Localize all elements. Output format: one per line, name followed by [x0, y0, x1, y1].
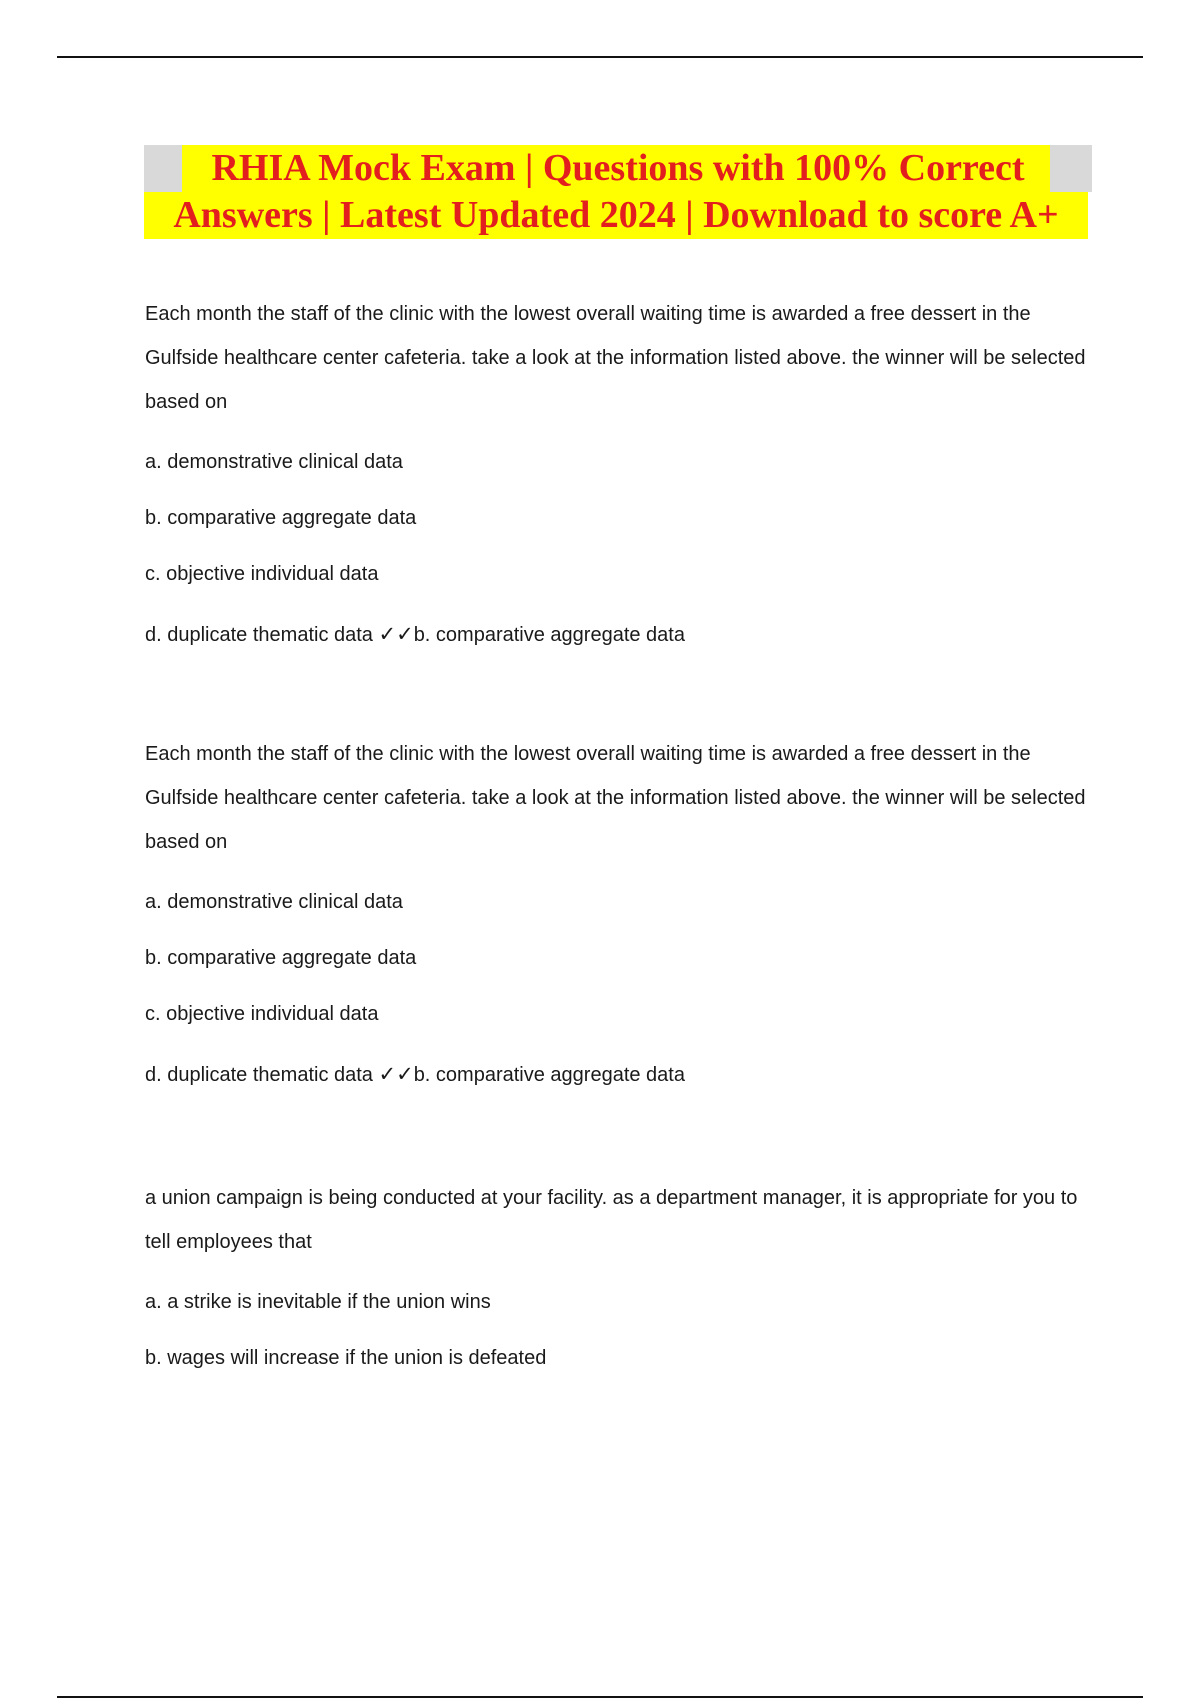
option-b: b. wages will increase if the union is defeated: [145, 1347, 547, 1369]
bottom-rule: [57, 1696, 1143, 1698]
option-d: d. duplicate thematic data: [145, 1064, 373, 1086]
question-1: [145, 292, 1095, 657]
option-a: a. demonstrative clinical data: [145, 891, 403, 913]
option-d: d. duplicate thematic data: [145, 624, 373, 646]
questions-list: [145, 292, 1095, 1380]
option-b: b. comparative aggregate data: [145, 507, 417, 529]
title-line-1: RHIA Mock Exam | Questions with 100% Correct: [144, 145, 1092, 192]
question-text: Each month the staff of the clinic with the lowest overall waiting time is awarded a free dessert in the Gulfside healthcare center cafeteria. take a look at the information listed above. the winner will be selected based on: [145, 303, 1086, 413]
check-mark-icon: ✓✓: [378, 622, 414, 646]
option-a: a. demonstrative clinical data: [145, 451, 403, 473]
question-2: [145, 732, 1095, 1097]
question-3: [145, 1176, 1095, 1380]
option-d-with-answer: [145, 612, 1095, 657]
option-c: c. objective individual data: [145, 1003, 379, 1025]
option-d-with-answer: [145, 1052, 1095, 1097]
question-text: Each month the staff of the clinic with the lowest overall waiting time is awarded a free dessert in the Gulfside healthcare center cafeteria. take a look at the information listed above. the winner will be selected based on: [145, 743, 1086, 853]
option-a: a. a strike is inevitable if the union wins: [145, 1291, 491, 1313]
title-line-2: Answers | Latest Updated 2024 | Download to score A+: [144, 192, 1088, 239]
top-rule: [57, 56, 1143, 58]
check-mark-icon: ✓✓: [378, 1062, 414, 1086]
correct-answer: b. comparative aggregate data: [413, 624, 685, 646]
option-c: c. objective individual data: [145, 563, 379, 585]
option-b: b. comparative aggregate data: [145, 947, 417, 969]
document-title: [144, 145, 1092, 239]
question-text: a union campaign is being conducted at your facility. as a department manager, it is appropriate for you to tell employees that: [145, 1187, 1078, 1253]
correct-answer: b. comparative aggregate data: [413, 1064, 685, 1086]
